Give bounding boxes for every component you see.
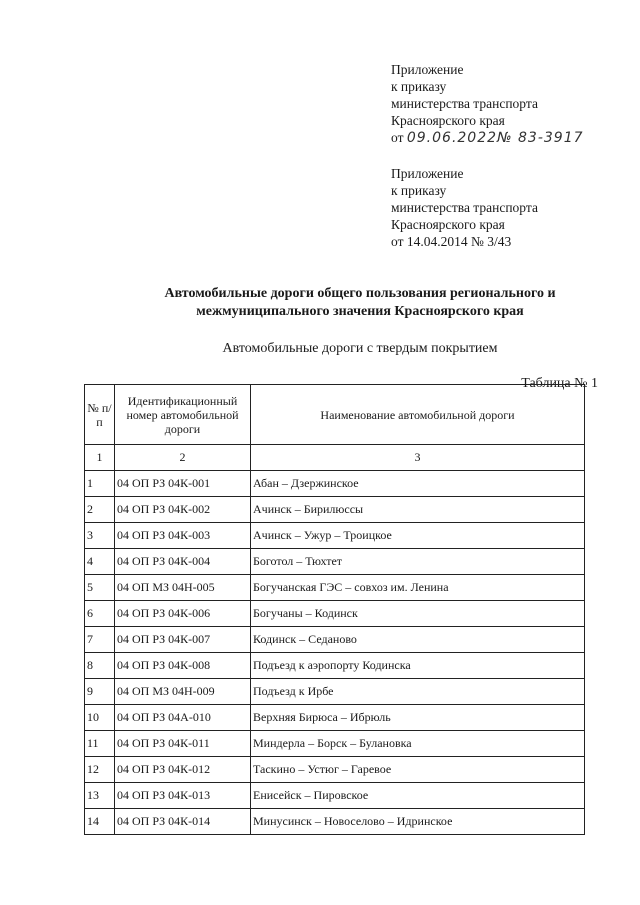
row-number: 3 — [85, 523, 115, 549]
appendix-line: министерства транспорта — [391, 96, 538, 111]
row-number: 13 — [85, 783, 115, 809]
table-row — [85, 731, 585, 757]
row-number: 8 — [85, 653, 115, 679]
road-name: Кодинск – Седаново — [251, 627, 585, 653]
appendix-line: от 14.04.2014 № 3/43 — [391, 234, 512, 249]
appendix-line: Приложение — [391, 166, 464, 181]
road-name: Енисейск – Пировское — [251, 783, 585, 809]
table-row — [85, 601, 585, 627]
road-id: 04 ОП РЗ 04К-006 — [115, 601, 251, 627]
road-name: Подъезд к Ирбе — [251, 679, 585, 705]
row-number: 11 — [85, 731, 115, 757]
road-id: 04 ОП РЗ 04К-012 — [115, 757, 251, 783]
table-header-row — [85, 385, 585, 445]
table-row — [85, 471, 585, 497]
roads-table — [84, 384, 585, 835]
table-body — [85, 471, 585, 835]
appendix-date-prefix: от — [391, 130, 404, 145]
road-name: Богучаны – Кодинск — [251, 601, 585, 627]
road-name: Таскино – Устюг – Гаревое — [251, 757, 585, 783]
column-number: 2 — [115, 445, 251, 471]
title-line: межмуниципального значения Красноярского края — [196, 304, 524, 319]
road-name: Верхняя Бирюса – Ибрюль — [251, 705, 585, 731]
road-id: 04 ОП РЗ 04К-002 — [115, 497, 251, 523]
row-number: 2 — [85, 497, 115, 523]
table-row — [85, 809, 585, 835]
table-row — [85, 523, 585, 549]
road-name: Минусинск – Новоселово – Идринское — [251, 809, 585, 835]
column-number: 1 — [85, 445, 115, 471]
road-id: 04 ОП МЗ 04Н-005 — [115, 575, 251, 601]
table-row — [85, 497, 585, 523]
row-number: 6 — [85, 601, 115, 627]
road-name: Боготол – Тюхтет — [251, 549, 585, 575]
document-subtitle: Автомобильные дороги с твердым покрытием — [222, 341, 498, 356]
road-id: 04 ОП РЗ 04К-011 — [115, 731, 251, 757]
appendix-header-original — [391, 165, 538, 250]
header-name: Наименование автомобильной дороги — [251, 385, 585, 445]
row-number: 10 — [85, 705, 115, 731]
appendix-line: министерства транспорта — [391, 200, 538, 215]
table-row — [85, 653, 585, 679]
road-id: 04 ОП РЗ 04К-014 — [115, 809, 251, 835]
row-number: 4 — [85, 549, 115, 575]
handwritten-date-number: 09.06.2022№ 83-3917 — [406, 130, 584, 146]
table-column-number-row — [85, 445, 585, 471]
row-number: 5 — [85, 575, 115, 601]
road-id: 04 ОП РЗ 04К-013 — [115, 783, 251, 809]
road-name: Миндерла – Борск – Булановка — [251, 731, 585, 757]
road-name: Подъезд к аэропорту Кодинска — [251, 653, 585, 679]
appendix-line: к приказу — [391, 183, 447, 198]
table-row — [85, 627, 585, 653]
table-row — [85, 757, 585, 783]
table-label: Таблица № 1 — [521, 376, 598, 391]
road-id: 04 ОП РЗ 04К-001 — [115, 471, 251, 497]
table-row — [85, 783, 585, 809]
column-number: 3 — [251, 445, 585, 471]
row-number: 14 — [85, 809, 115, 835]
road-name: Ачинск – Бирилюссы — [251, 497, 585, 523]
title-line: Автомобильные дороги общего пользования регионального и — [164, 286, 556, 301]
road-id: 04 ОП РЗ 04К-004 — [115, 549, 251, 575]
appendix-line: Приложение — [391, 62, 464, 77]
road-id: 04 ОП РЗ 04К-007 — [115, 627, 251, 653]
header-id: Идентификационный номер автомобильной дороги — [115, 385, 251, 445]
road-id: 04 ОП МЗ 04Н-009 — [115, 679, 251, 705]
appendix-date-line — [391, 129, 584, 147]
row-number: 1 — [85, 471, 115, 497]
document-title — [100, 285, 620, 321]
row-number: 12 — [85, 757, 115, 783]
table-row — [85, 549, 585, 575]
table-row — [85, 575, 585, 601]
row-number: 7 — [85, 627, 115, 653]
appendix-line: Красноярского края — [391, 217, 505, 232]
road-name: Ачинск – Ужур – Троицкое — [251, 523, 585, 549]
road-name: Богучанская ГЭС – совхоз им. Ленина — [251, 575, 585, 601]
appendix-line: к приказу — [391, 79, 447, 94]
road-name: Абан – Дзержинское — [251, 471, 585, 497]
road-id: 04 ОП РЗ 04К-003 — [115, 523, 251, 549]
table-row — [85, 705, 585, 731]
appendix-header-current — [391, 61, 584, 147]
appendix-line: Красноярского края — [391, 113, 505, 128]
row-number: 9 — [85, 679, 115, 705]
road-id: 04 ОП РЗ 04А-010 — [115, 705, 251, 731]
table-row — [85, 679, 585, 705]
header-number: № п/п — [85, 385, 115, 445]
road-id: 04 ОП РЗ 04К-008 — [115, 653, 251, 679]
